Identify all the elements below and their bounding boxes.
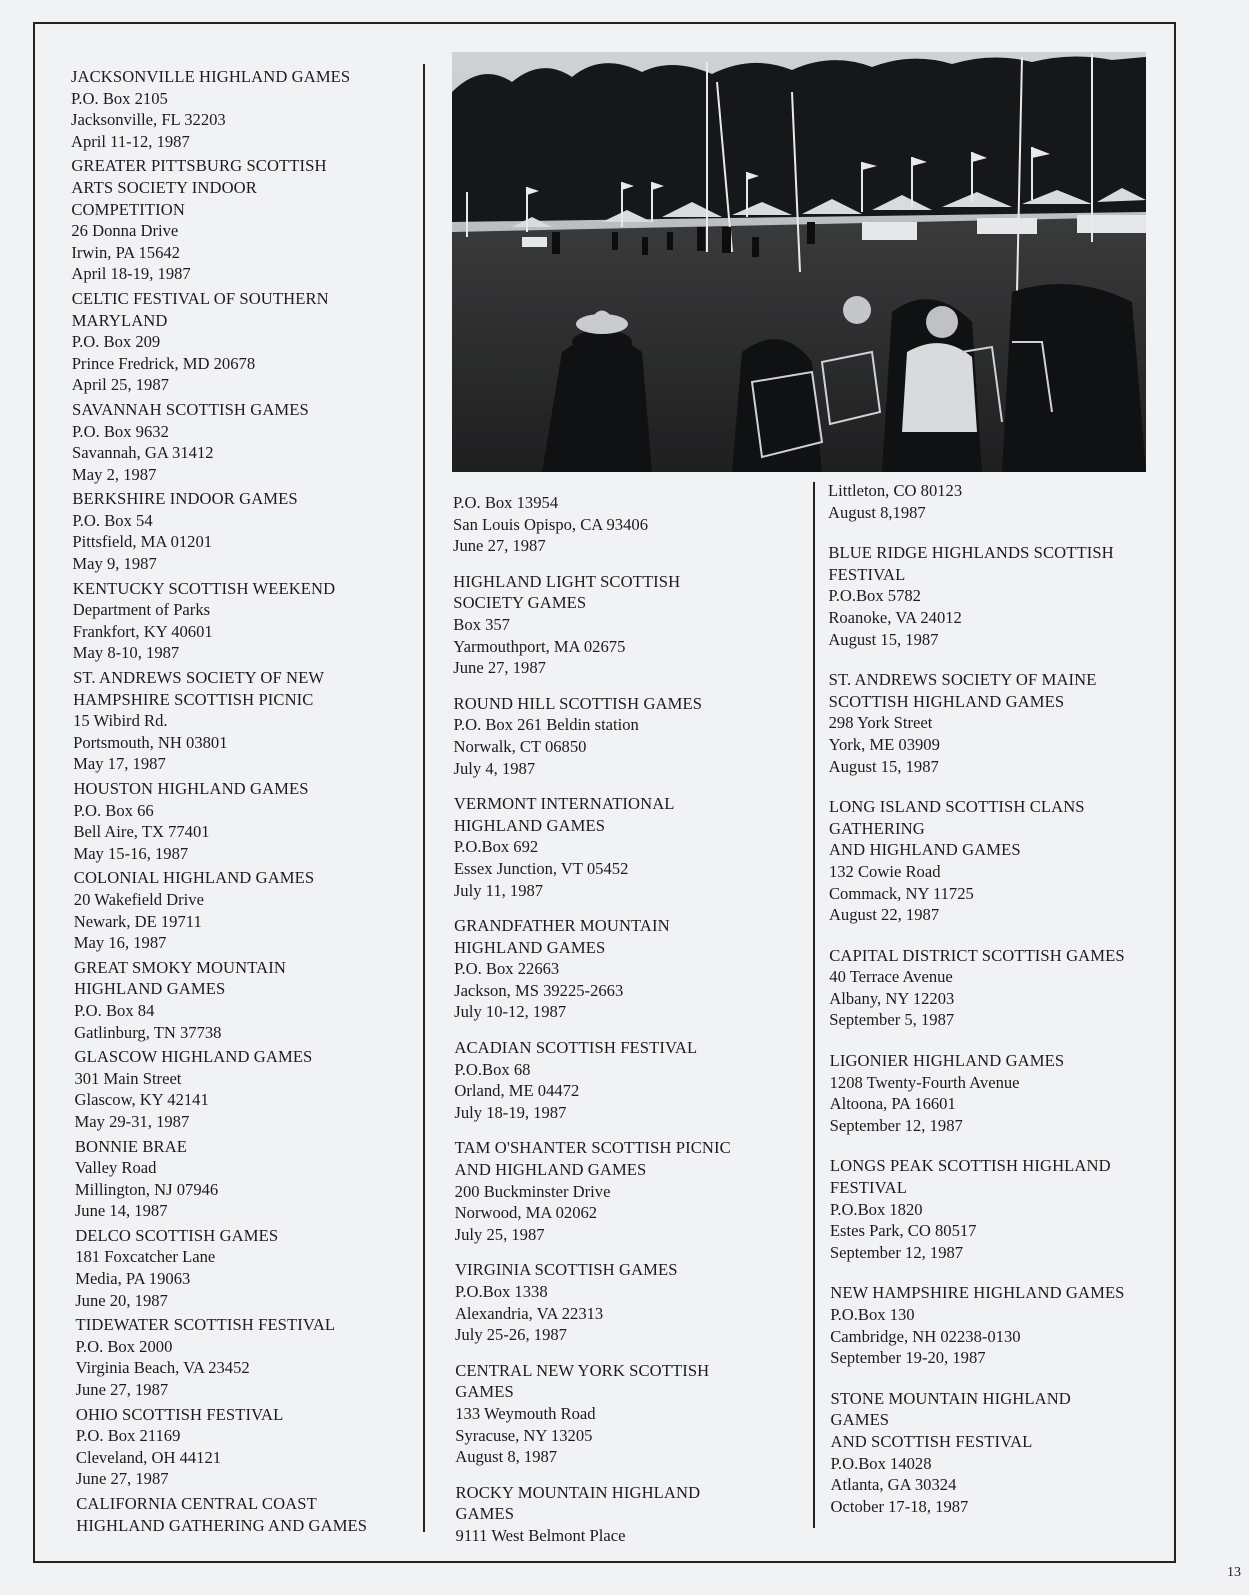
event-detail: 200 Buckminster Drive [454, 1181, 611, 1201]
event-name: BERKSHIRE INDOOR GAMES [72, 489, 298, 509]
event-detail: Portsmouth, NH 03801 [73, 732, 228, 752]
event-name: CALIFORNIA CENTRAL COAST [76, 1494, 317, 1513]
listing-column-right [828, 480, 1173, 1536]
event-name: HIGHLAND LIGHT SCOTTISH [453, 571, 681, 591]
event-detail: P.O. Box 66 [73, 800, 154, 820]
listing-entry [72, 399, 416, 485]
event-name: ROUND HILL SCOTTISH GAMES [453, 693, 703, 713]
event-detail: October 17-18, 1987 [830, 1496, 969, 1516]
listing-entry [828, 480, 1173, 523]
event-detail: Jackson, MS 39225-2663 [454, 980, 624, 1000]
listing-entry [454, 915, 798, 1023]
event-detail: September 19-20, 1987 [830, 1348, 986, 1368]
listing-entry [830, 1050, 1173, 1136]
listing-entry [828, 542, 1173, 650]
event-detail: July 25-26, 1987 [454, 1325, 567, 1345]
listing-entry [453, 492, 798, 557]
event-detail: May 16, 1987 [73, 933, 167, 953]
event-detail: Cleveland, OH 44121 [75, 1447, 222, 1467]
event-name: GAMES [455, 1504, 515, 1524]
event-detail: July 11, 1987 [453, 880, 544, 900]
event-detail: Commack, NY 11725 [828, 883, 974, 903]
event-name: LIGONIER HIGHLAND GAMES [829, 1051, 1065, 1071]
event-name: NEW HAMPSHIRE HIGHLAND GAMES [830, 1283, 1125, 1303]
event-name: GAMES [455, 1382, 514, 1402]
event-detail: September 12, 1987 [829, 1115, 963, 1135]
event-name: JACKSONVILLE HIGHLAND GAMES [71, 67, 351, 86]
event-name: AND HIGHLAND GAMES [454, 1160, 647, 1180]
event-name: GAMES [830, 1410, 890, 1430]
event-name: GATHERING [828, 818, 925, 838]
listing-entry [73, 578, 416, 664]
event-detail: July 4, 1987 [453, 758, 536, 778]
page-number: 13 [1227, 1565, 1241, 1580]
event-name: AND SCOTTISH FESTIVAL [830, 1431, 1033, 1451]
event-detail: San Louis Opispo, CA 93406 [453, 514, 648, 534]
event-detail: July 25, 1987 [454, 1224, 545, 1244]
event-detail: Norwood, MA 02062 [454, 1203, 598, 1223]
listing-entry [831, 1388, 1173, 1518]
event-name: GLASCOW HIGHLAND GAMES [74, 1047, 313, 1067]
event-name: HIGHLAND GAMES [454, 937, 606, 957]
event-detail: Gatlinburg, TN 37738 [74, 1022, 222, 1042]
event-name: HOUSTON HIGHLAND GAMES [73, 779, 309, 798]
event-detail: June 27, 1987 [453, 536, 546, 556]
event-name: CAPITAL DISTRICT SCOTTISH GAMES [829, 945, 1125, 965]
listing-entry [73, 667, 416, 775]
event-name: COMPETITION [71, 199, 185, 219]
event-name: HIGHLAND GAMES [453, 815, 606, 835]
event-detail: P.O. Box 22663 [454, 959, 560, 979]
listing-entry [72, 288, 416, 396]
event-detail: P.O. Box 13954 [453, 493, 559, 512]
event-name: FESTIVAL [829, 1178, 907, 1198]
event-detail: May 15-16, 1987 [73, 843, 189, 863]
event-name: KENTUCKY SCOTTISH WEEKEND [72, 578, 336, 598]
event-name: COLONIAL HIGHLAND GAMES [73, 868, 315, 888]
event-name: GREAT SMOKY MOUNTAIN [74, 957, 286, 977]
event-detail: May 9, 1987 [72, 554, 157, 574]
event-name: HAMPSHIRE SCOTTISH PICNIC [73, 689, 314, 709]
listing-entry [455, 1137, 798, 1245]
event-name: CELTIC FESTIVAL OF SOUTHERN [71, 288, 329, 308]
event-name: VIRGINIA SCOTTISH GAMES [454, 1260, 678, 1280]
event-detail: Atlanta, GA 30324 [830, 1475, 957, 1495]
event-detail: 133 Weymouth Road [455, 1403, 596, 1423]
event-detail: April 11-12, 1987 [71, 131, 190, 151]
event-detail: P.O. Box 21169 [75, 1426, 181, 1446]
event-detail: 181 Foxcatcher Lane [75, 1247, 216, 1267]
event-detail: P.O. Box 209 [71, 332, 161, 352]
listing-entry [74, 957, 416, 1043]
listing-entry [71, 155, 416, 285]
event-detail: Yarmouthport, MA 02675 [453, 636, 626, 656]
listing-entry [76, 1493, 416, 1536]
event-detail: P.O.Box 5782 [828, 586, 921, 606]
event-detail: 9111 West Belmont Place [455, 1525, 626, 1545]
event-name: SAVANNAH SCOTTISH GAMES [72, 399, 309, 419]
event-detail: May 17, 1987 [73, 754, 166, 774]
event-detail: P.O. Box 261 Beldin station [453, 715, 639, 735]
event-name: OHIO SCOTTISH FESTIVAL [75, 1404, 284, 1424]
listing-column-middle [453, 492, 798, 1561]
event-name: ACADIAN SCOTTISH FESTIVAL [454, 1038, 698, 1058]
listing-entry [74, 867, 416, 953]
event-detail: Orland, ME 04472 [454, 1081, 580, 1101]
event-name: LONG ISLAND SCOTTISH CLANS [828, 797, 1085, 817]
event-detail: P.O.Box 14028 [830, 1453, 932, 1473]
event-detail: Savannah, GA 31412 [72, 443, 214, 463]
event-detail: June 27, 1987 [75, 1469, 169, 1489]
event-name: TAM O'SHANTER SCOTTISH PICNIC [454, 1138, 731, 1158]
event-detail: P.O. Box 2000 [75, 1336, 173, 1356]
event-detail: July 10-12, 1987 [454, 1002, 567, 1022]
event-name: BLUE RIDGE HIGHLANDS SCOTTISH [828, 543, 1114, 563]
listing-entry [76, 1314, 416, 1400]
listing-entry [71, 66, 416, 152]
event-name: SCOTTISH HIGHLAND GAMES [828, 691, 1065, 711]
event-detail: Prince Fredrick, MD 20678 [71, 353, 256, 373]
event-detail: Syracuse, NY 13205 [455, 1425, 593, 1445]
event-name: HIGHLAND GATHERING AND GAMES [76, 1515, 368, 1535]
event-detail: June 27, 1987 [75, 1380, 169, 1400]
event-detail: P.O. Box 9632 [72, 421, 169, 441]
listing-entry [75, 1136, 416, 1222]
event-detail: 298 York Street [828, 713, 933, 733]
event-detail: Millington, NJ 07946 [74, 1179, 219, 1199]
event-detail: June 20, 1987 [75, 1290, 168, 1310]
event-name: DELCO SCOTTISH GAMES [75, 1225, 279, 1245]
listing-column-left [71, 66, 416, 1539]
event-name: ARTS SOCIETY INDOOR [71, 177, 257, 197]
listing-entry [829, 796, 1173, 926]
event-detail: Pittsfield, MA 01201 [72, 532, 213, 552]
event-detail: August 8, 1987 [455, 1447, 558, 1467]
event-detail: Media, PA 19063 [75, 1269, 191, 1289]
column-rule-left [423, 64, 425, 1532]
event-detail: P.O.Box 1820 [829, 1199, 923, 1219]
event-detail: Albany, NY 12203 [829, 988, 955, 1008]
event-detail: Norwalk, CT 06850 [453, 736, 587, 756]
event-detail: Virginia Beach, VA 23452 [75, 1358, 250, 1378]
event-detail: Newark, DE 19711 [73, 911, 202, 931]
event-detail: Box 357 [453, 614, 510, 634]
event-detail: May 2, 1987 [72, 464, 157, 484]
event-detail: Irwin, PA 15642 [71, 242, 180, 262]
event-detail: Glascow, KY 42141 [74, 1090, 209, 1110]
highland-games-photo [452, 52, 1146, 472]
event-detail: P.O. Box 84 [74, 1000, 155, 1020]
event-detail: April 18-19, 1987 [71, 264, 191, 284]
event-detail: 26 Donna Drive [71, 221, 179, 241]
event-name: ROCKY MOUNTAIN HIGHLAND [455, 1482, 701, 1502]
event-detail: July 18-19, 1987 [454, 1102, 567, 1122]
event-detail: P.O.Box 130 [830, 1305, 915, 1324]
listing-entry [456, 1482, 798, 1547]
event-name: GREATER PITTSBURG SCOTTISH [71, 156, 327, 176]
event-detail: September 5, 1987 [829, 1010, 955, 1030]
event-detail: Cambridge, NH 02238-0130 [830, 1326, 1021, 1346]
event-detail: P.O.Box 692 [453, 837, 539, 857]
event-name: BONNIE BRAE [74, 1136, 188, 1156]
event-name: AND HIGHLAND GAMES [828, 840, 1021, 860]
event-name: FESTIVAL [828, 564, 906, 584]
event-detail: 40 Terrace Avenue [829, 967, 953, 987]
event-name: STONE MOUNTAIN HIGHLAND [830, 1388, 1071, 1408]
listing-entry [75, 1225, 416, 1311]
event-name: CENTRAL NEW YORK SCOTTISH [455, 1360, 710, 1380]
event-detail: P.O.Box 1338 [454, 1282, 548, 1301]
event-detail: August 15, 1987 [828, 756, 939, 776]
listing-entry [829, 669, 1173, 777]
event-name: ST. ANDREWS SOCIETY OF NEW [73, 668, 325, 688]
event-detail: P.O. Box 2105 [71, 88, 168, 108]
event-detail: May 29-31, 1987 [74, 1111, 190, 1131]
event-detail: Department of Parks [72, 600, 211, 620]
listing-entry [73, 778, 416, 864]
event-detail: Essex Junction, VT 05452 [453, 858, 629, 878]
listing-entry [75, 1046, 417, 1132]
listing-entry [829, 945, 1173, 1031]
event-detail: 1208 Twenty-Fourth Avenue [829, 1072, 1020, 1092]
event-name: LONGS PEAK SCOTTISH HIGHLAND [829, 1156, 1111, 1176]
event-name: GRANDFATHER MOUNTAIN [454, 916, 670, 936]
event-name: VERMONT INTERNATIONAL [453, 794, 675, 814]
event-name: HIGHLAND GAMES [74, 979, 226, 999]
event-name: TIDEWATER SCOTTISH FESTIVAL [75, 1315, 336, 1335]
listing-entry [454, 693, 798, 779]
event-detail: Littleton, CO 80123 [828, 481, 963, 500]
event-detail: 132 Cowie Road [828, 861, 941, 881]
event-detail: 15 Wibird Rd. [73, 711, 168, 731]
event-detail: Roanoke, VA 24012 [828, 607, 962, 627]
listing-entry [455, 1360, 798, 1468]
listing-entry [72, 488, 416, 574]
event-name: ST. ANDREWS SOCIETY OF MAINE [828, 670, 1097, 690]
event-detail: York, ME 03909 [828, 734, 940, 754]
event-detail: Bell Aire, TX 77401 [73, 822, 210, 842]
listing-entry [454, 793, 798, 901]
listing-entry [453, 571, 798, 679]
listing-entry [76, 1404, 416, 1490]
listing-entry [830, 1155, 1173, 1263]
event-name: SOCIETY GAMES [453, 593, 587, 613]
event-detail: P.O. Box 54 [72, 510, 153, 530]
event-detail: 20 Wakefield Drive [73, 889, 204, 909]
event-detail: April 25, 1987 [71, 375, 169, 395]
event-detail: August 8,1987 [828, 502, 926, 522]
event-name: MARYLAND [71, 310, 168, 330]
listing-entry [830, 1282, 1173, 1368]
event-detail: Frankfort, KY 40601 [72, 621, 213, 641]
event-detail: Altoona, PA 16601 [829, 1094, 956, 1114]
event-detail: 301 Main Street [74, 1068, 182, 1088]
event-detail: Alexandria, VA 22313 [454, 1303, 604, 1323]
listing-entry [454, 1037, 798, 1123]
event-detail: Estes Park, CO 80517 [829, 1221, 977, 1241]
listing-entry [455, 1259, 798, 1345]
event-detail: August 15, 1987 [828, 629, 939, 649]
event-detail: June 14, 1987 [74, 1201, 168, 1221]
event-detail: May 8-10, 1987 [72, 643, 180, 663]
event-detail: P.O.Box 68 [454, 1059, 531, 1079]
event-detail: Jacksonville, FL 32203 [71, 110, 226, 130]
event-detail: September 12, 1987 [829, 1242, 964, 1262]
column-rule-right [813, 482, 815, 1528]
event-detail: August 22, 1987 [828, 905, 940, 925]
event-detail: Valley Road [74, 1158, 157, 1178]
event-detail: June 27, 1987 [453, 658, 546, 678]
